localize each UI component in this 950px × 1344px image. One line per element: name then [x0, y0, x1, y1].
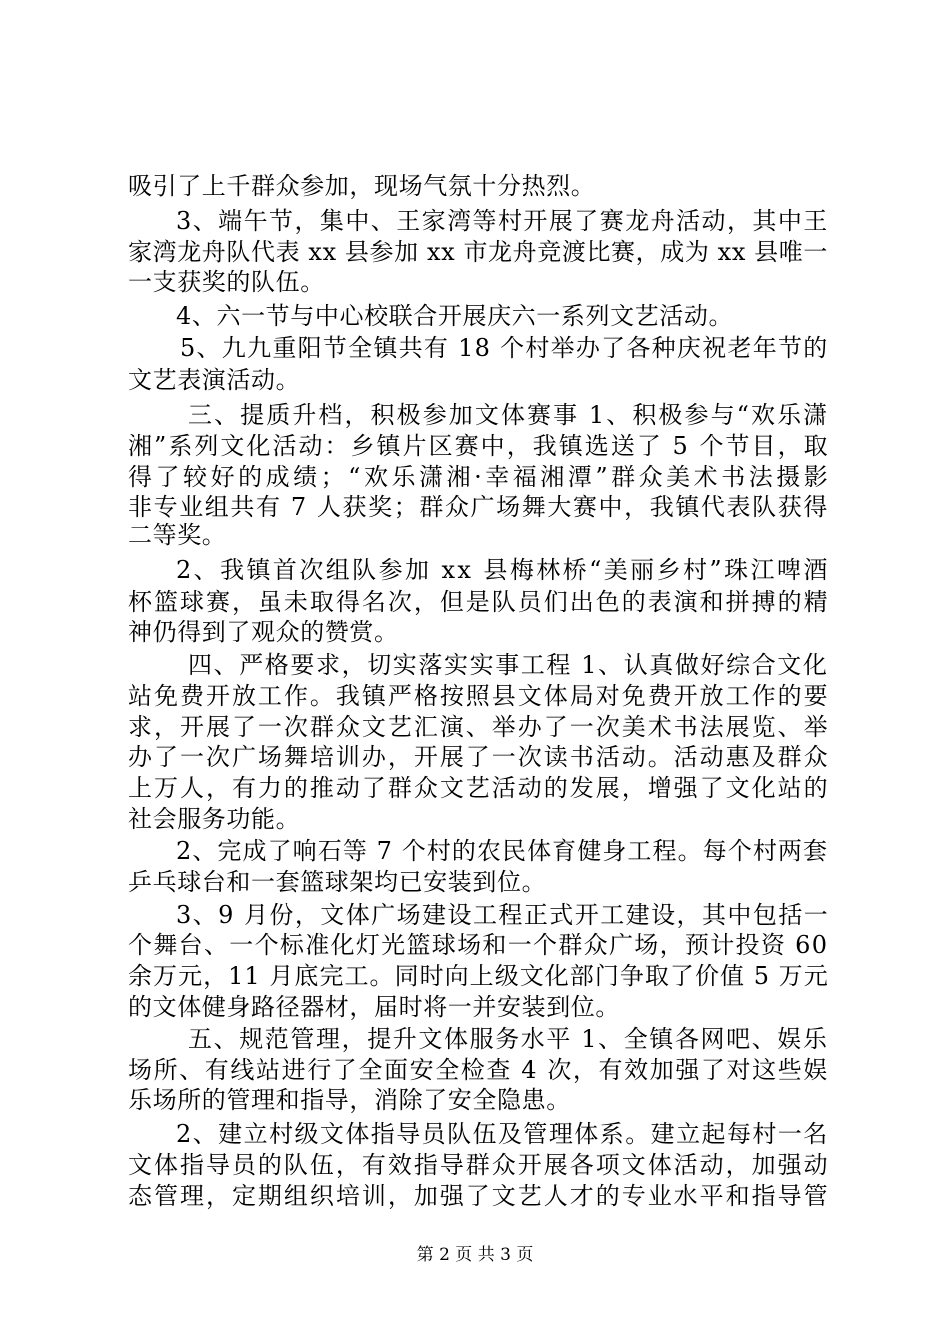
text-line: 求，开展了一次群众文艺汇演、举办了一次美术书法展览、举	[128, 713, 830, 741]
text-line: 办了一次广场舞培训办，开展了一次读书活动。活动惠及群众	[128, 743, 830, 771]
text-line: 吸引了上千群众参加，现场气氛十分热烈。	[128, 172, 596, 200]
text-line: 非专业组共有 7 人获奖；群众广场舞大赛中，我镇代表队获得	[128, 493, 829, 521]
text-line: 3、端午节，集中、王家湾等村开展了赛龙舟活动，其中王	[176, 207, 829, 235]
text-line: 湘”系列文化活动：乡镇片区赛中，我镇选送了 5 个节目，取	[128, 432, 830, 460]
text-line: 得了较好的成绩；“欢乐潇湘·幸福湘潭”群众美术书法摄影	[128, 463, 832, 491]
text-line: 态管理，定期组织培训，加强了文艺人才的专业水平和指导管	[128, 1182, 830, 1210]
text-line: 2、完成了响石等 7 个村的农民体育健身工程。每个村两套	[176, 837, 829, 865]
text-line: 2、我镇首次组队参加 xx 县梅林桥“美丽乡村”珠江啤酒	[176, 556, 830, 584]
text-line: 一支获奖的队伍。	[128, 268, 325, 296]
text-line: 2、建立村级文体指导员队伍及管理体系。建立起每村一名	[176, 1120, 829, 1148]
text-line: 4、六一节与中心校联合开展庆六一系列文艺活动。	[176, 302, 734, 330]
text-line: 家湾龙舟队代表 xx 县参加 xx 市龙舟竞渡比赛，成为 xx 县唯一	[128, 238, 828, 266]
text-line: 文体指导员的队伍，有效指导群众开展各项文体活动，加强动	[128, 1151, 830, 1179]
text-line: 余万元，11 月底完工。同时向上级文化部门争取了价值 5 万元	[128, 962, 829, 990]
text-line: 3、9 月份，文体广场建设工程正式开工建设，其中包括一	[176, 901, 830, 929]
text-line: 社会服务功能。	[128, 805, 301, 833]
text-line: 杯篮球赛，虽未取得名次，但是队员们出色的表演和拼搏的精	[128, 588, 830, 616]
text-line: 上万人，有力的推动了群众文艺活动的发展，增强了文化站的	[128, 774, 830, 802]
text-line: 四、严格要求，切实落实实事工程 1、认真做好综合文化	[188, 651, 829, 679]
text-line: 乒乓球台和一套篮球架均已安装到位。	[128, 868, 547, 896]
text-line: 的文体健身路径器材，届时将一并安装到位。	[128, 993, 620, 1021]
text-line: 二等奖。	[128, 521, 227, 549]
text-line: 三、提质升档，积极参加文体赛事 1、积极参与“欢乐潇	[188, 401, 830, 429]
text-line: 神仍得到了观众的赞赏。	[128, 618, 399, 646]
text-line: 文艺表演活动。	[128, 366, 301, 394]
text-line: 5、九九重阳节全镇共有 18 个村举办了各种庆祝老年节的	[180, 334, 829, 362]
text-line: 乐场所的管理和指导，消除了安全隐患。	[128, 1086, 571, 1114]
page-number-footer: 第 2 页 共 3 页	[416, 1245, 534, 1265]
text-line: 场所、有线站进行了全面安全检查 4 次，有效加强了对这些娱	[128, 1056, 829, 1084]
text-line: 五、规范管理，提升文体服务水平 1、全镇各网吧、娱乐	[188, 1025, 829, 1053]
text-line: 站免费开放工作。我镇严格按照县文体局对免费开放工作的要	[128, 682, 830, 710]
text-line: 个舞台、一个标准化灯光篮球场和一个群众广场，预计投资 60	[128, 931, 829, 959]
